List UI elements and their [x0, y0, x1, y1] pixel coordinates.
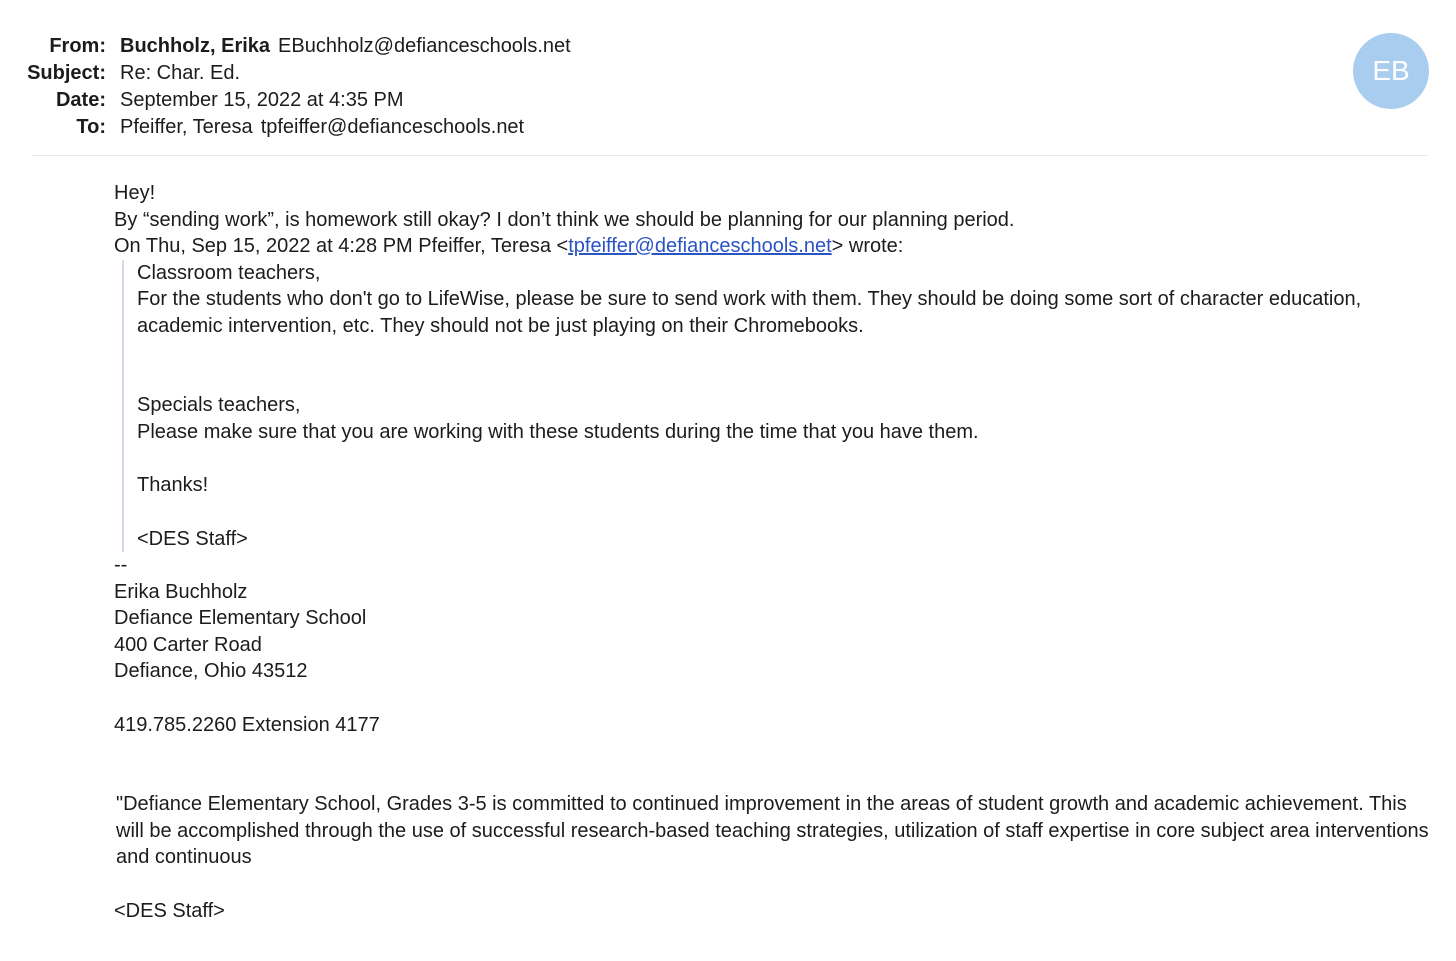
quoted-line: Specials teachers, — [137, 394, 301, 416]
quoted-line: Please make sure that you are working with these students during the time that you have them. — [137, 420, 979, 443]
subject-label: Subject: — [27, 62, 106, 84]
signature-disclaimer: "Defiance Elementary School, Grades 3-5 is committed to continued improvement in the areas of student growth and academic achievement. This will be accomplished through the use of successful research-based teaching strategies, utilization of staff expertise in core subject area interventions and continuous — [116, 793, 1429, 868]
quoted-thanks: Thanks! — [137, 474, 209, 496]
subject-row — [0, 60, 1300, 87]
to-row — [0, 114, 1300, 141]
from-label: From: — [49, 35, 106, 57]
message-line: By “sending work”, is homework still okay? I don’t think we should be planning for our planning period. — [114, 208, 1015, 231]
from-row — [0, 33, 1300, 60]
signature-school: Defiance Elementary School — [114, 607, 367, 629]
date-label: Date: — [55, 89, 106, 111]
reply-attribution — [114, 233, 1434, 260]
quoted-paragraph: For the students who don't go to LifeWise, please be sure to send work with them. They should be doing some sort of character education, academic intervention, etc. They should not be just playing on their Chromebooks. — [137, 288, 1362, 337]
spacer — [114, 871, 1434, 898]
spacer — [137, 499, 1399, 526]
spacer — [137, 339, 1399, 392]
spacer — [137, 445, 1399, 472]
reply-suffix: > wrote: — [831, 235, 904, 257]
greeting-text: Hey! — [114, 182, 156, 204]
reply-prefix: On Thu, Sep 15, 2022 at 4:28 PM Pfeiffer, Teresa < — [114, 235, 569, 257]
date-value: September 15, 2022 at 4:35 PM — [120, 89, 404, 111]
spacer — [114, 738, 1434, 791]
signature-phone: 419.785.2260 Extension 4177 — [114, 713, 380, 736]
sender-avatar[interactable]: EB — [1353, 33, 1429, 109]
reply-email-link[interactable]: tpfeiffer@defianceschools.net — [568, 235, 832, 257]
signature-name: Erika Buchholz — [114, 580, 248, 603]
quoted-staff: <DES Staff> — [137, 527, 248, 550]
signature-address: 400 Carter Road — [114, 633, 262, 656]
from-value — [120, 33, 571, 60]
message-body — [114, 180, 1434, 924]
to-email[interactable]: tpfeiffer@defianceschools.net — [260, 116, 525, 138]
email-header — [0, 33, 1300, 141]
quoted-message — [122, 260, 1399, 553]
to-name[interactable]: Pfeiffer, Teresa — [120, 116, 253, 138]
from-email[interactable]: EBuchholz@defianceschools.net — [278, 35, 571, 57]
subject-value: Re: Char. Ed. — [120, 62, 241, 84]
from-name[interactable]: Buchholz, Erika — [120, 35, 271, 57]
quoted-line: Classroom teachers, — [137, 261, 321, 284]
signature-separator: -- — [114, 554, 128, 576]
to-label: To: — [76, 116, 106, 138]
spacer — [114, 685, 1434, 712]
to-value — [120, 114, 524, 141]
date-row — [0, 87, 1300, 114]
header-divider — [32, 155, 1428, 156]
signature-staff: <DES Staff> — [114, 899, 225, 922]
signature-city: Defiance, Ohio 43512 — [114, 660, 308, 682]
